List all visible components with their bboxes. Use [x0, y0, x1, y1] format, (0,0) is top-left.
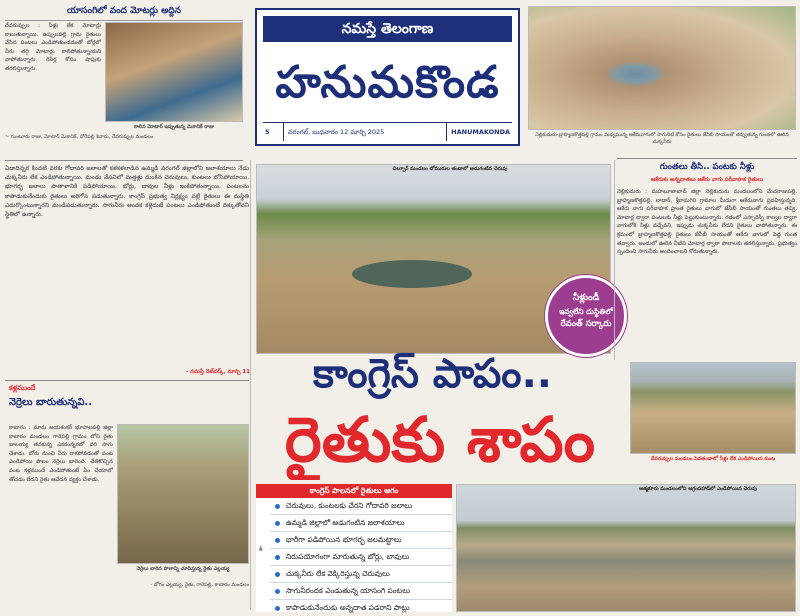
- right-story: [617, 158, 797, 358]
- highlight-item: కాపాడుకునేందుకు అన్నదాత పడరాని పాట్లు: [270, 600, 452, 616]
- column-divider: [250, 160, 251, 610]
- right-story-subhead: ఆకేరుకు అన్నదాతలు ఆకేరు వాగు పరీవాహక రైతులు: [650, 177, 764, 183]
- bottom-left-body: కాటారం : మారు జయశంకర్ భూపాలపల్లి జిల్లా కాటారం మండలం గారెపల్లి గ్రామం లోని రైతు బాలయ్య తనకున్న ఎకరంన్నరలో వరి సాగు చేశాడు. బోరు నుంచి నీరు రాకపోవడంతో పంట ఎండిపోయి పొలం నెర్రెలు బారింది. చేతికొచ్చిన పంట కళ్లముందే ఎండిపోతుంటే ఏం చేయాలో తోచడం లేదని రైతు ఆవేదన వ్యక్తం చేశాడు.: [9, 425, 113, 483]
- bottom-left-byline: - బోగం ఎల్లయ్య, రైతు, గారెపల్లి, కాటారం మండలం: [150, 582, 249, 588]
- masthead-info-bar: [263, 122, 512, 140]
- highlights-box: [256, 484, 452, 612]
- farmer-photo-caption: నెర్రెలు బారిన పొలాన్ని చూపిస్తున్న రైతు ఎల్లయ్య: [136, 566, 230, 572]
- edition-name: హనుమకొండ: [275, 57, 500, 108]
- left-top-caption2: ~ గుంటూరు రాజు, మోటార్ మెకానిక్, దోరేపల్లి శివారు, దేవరుప్పుల మండలం: [5, 134, 154, 140]
- bottom-left-kicker: కళ్లముందే: [9, 384, 36, 392]
- bottom-left-headline: నెర్రెలు బారుతున్నవి..: [9, 397, 93, 408]
- right-story-body: నెల్లికుదురు : మహబూబాబాద్ జిల్లా నెల్లికుదురు మండలంలోని మేచరాజుపల్లి, బ్రాహ్మణకొత్తపల్లి, లాడార్, శ్రీరామగిరి గ్రామాల మీదుగా ఆకేరువాగు ప్రవహిస్తున్నది. ఆకేరు వాగు పరీవాహక ప్రాంత రైతులు వాగులో జేసీబీ సాయంతో గుంతలు తవ్వి, మోటార్ల ద్వారా పంటలకు నీళ్లు పెట్టుకుంటున్నారు. గతంలో ఎస్సారెస్పీ కాల్వల ద్వారా వాగులోకి నీళ్లు వచ్చేవని, ఇప్పుడు చుక్కనీరు లేదని రైతులు వాపోతున్నారు. ఈ క్రమంలో బ్రాహ్మణకొత్తపల్లి రైతులు జేసీబీ సాయంతో ఆకేరు వాగులో పెద్ద గుంత తవ్వారు. అందులో ఊరిన నీటిని మోటార్ల ద్వారా పొలాలకు తరలిస్తున్నారు. ప్రభుత్వం స్పందించి సాగునీరు అందించాలని కోరుతున్నారు.: [617, 189, 797, 256]
- page-number: 5: [265, 128, 270, 136]
- mechanic-photo: [105, 22, 243, 122]
- cattle-tank-caption: ఆత్మకూరు మండలంలోని అగ్రంపహాడ్‌లో ఎండిపోయిన చెరువు: [639, 486, 757, 492]
- quote-mark-icon: ❛: [258, 542, 264, 561]
- column-divider: [614, 160, 615, 360]
- paper-name: నమస్తే తెలంగాణ: [263, 16, 512, 42]
- highlight-item: సాగునీరందక ఎండుతున్న యాసంగి పంటలు: [270, 583, 452, 600]
- left-top-headline: యాసంగిలో వంద మోటర్లు అద్దిన: [5, 6, 243, 21]
- bottom-left-story: [5, 384, 249, 610]
- left-top-divider: [5, 160, 243, 161]
- farmer-photo: [117, 424, 249, 564]
- dug-pit-caption: నెల్లికుదురు-బ్రాహ్మణకొత్తపల్లి గ్రామం మధ్యమున్న ఆకేరువాగులో సాగునీటి కోసం రైతులు జేసీబీ సాయంతో తవ్వుతున్న గుంతలో ఊరిన చుక్కనీరు: [535, 132, 789, 145]
- main-story-byline: - నమస్తే నెట్‌వర్క్, మార్చి 11: [185, 369, 250, 375]
- left-top-body: దేవరుప్పుల : నీళ్లు లేక మోటార్లు కాలుతున్నాయి. ఉప్పులపల్లి గ్రామ రైతులు వేసిన పంటలు ఎండిపోతుండడంతో బోర్లలో నీరు తగ్గి మోటార్లు కాలిపోతున్నాయని వాపోతున్నారు. రిపేర్ల కోసం షాపుకు తరలిస్తున్నారు.: [5, 23, 101, 72]
- masthead-box: [255, 8, 520, 146]
- dateline: వరంగల్, బుధవారం 12 మార్చి 2025: [283, 123, 384, 141]
- highlights-list: [256, 498, 452, 616]
- edition-en: HANUMAKONDA: [446, 123, 510, 141]
- cattle-tank-photo: [456, 484, 796, 612]
- highlight-item: నిరుపయోగంగా మారుతున్న బోర్లు, బావులు: [270, 549, 452, 566]
- bottom-left-divider: [5, 380, 249, 381]
- dug-pit-photo: [528, 6, 796, 130]
- mechanic-photo-caption: కాలిన మోటార్ ఇప్పుతున్న మెకానిక్ రాజు: [134, 124, 214, 130]
- headline-congress-sin: కాంగ్రెస్ పాపం..: [313, 351, 552, 397]
- highlights-title: కాంగ్రెస్ పాలనలో రైతులు ఆగం: [256, 484, 452, 498]
- highlight-item: భారీగా పడిపోయిన భూగర్భ జలమట్టాలు: [270, 532, 452, 549]
- highlight-item: చెరువులు, కుంటలకు చేరని గోదావరి జలాలు: [270, 498, 452, 515]
- badge-line3: రేవంత్ సర్కారు: [560, 319, 612, 329]
- dry-pond-photo: [630, 362, 796, 454]
- pond-shape: [352, 260, 472, 288]
- main-story-lead: ఏడాదిన్నర కిందటి వరకు గోదావరి జలాలతో కళకళలాడిన ఉమ్మడి వరంగల్ జిల్లాలోని జలాశయాలు నేడు చుక్కనీరు లేక ఎండిపోతున్నాయి. మండు వేసవిలో మత్తళ్లు దుంకిన చెరువులు, కుంటలు బోసిపోయాయి. భూగర్భ జలాలు పాతాళానికి పడిపోయాయి. బోర్లు, బావుల నీళ్లు ఇంకిపోతున్నాయి. పంటలను కాపాడుకునేందుకు రైతులు అరిగోస పడుతున్నారు. కాంగ్రెస్ ప్రభుత్వ నిర్లక్ష్యం వల్లే రైతులు ఈ దుస్థితి ఎదుర్కొంటున్నారని మండిపడుతున్నారు. సాగునీరు అందక కళ్లెదుటే పంటలు ఎండిపోతుంటే దిక్కుతోచని స్థితిలో ఉన్నారు.: [5, 165, 249, 219]
- highlight-item: ఉమ్మడి జిల్లాలో అడుగంటిన జలాశయాలు: [270, 515, 452, 532]
- dry-pond-caption: దేవరుప్పుల మండలం పెదతండాలో నీళ్లు లేక ఎండిపోయిన కుంట: [650, 456, 776, 462]
- dry-tank-caption: చిల్పూర్ మండలం బోమురుల తండాలో అడుగంటిన చెరువు: [392, 166, 508, 172]
- headline-farmer-curse: రైతుకు శాపం: [284, 403, 596, 476]
- left-top-story: [5, 6, 243, 156]
- right-story-headline: గుంతలు తీసి.. పంటకు నీళ్లు: [617, 158, 797, 174]
- highlight-item: చుక్కనీరు లేక వెక్కిరిస్తున్న చెరువులు: [270, 566, 452, 583]
- badge-line1: నీళ్లుండీ: [572, 293, 600, 303]
- badge-line2: ఇవ్వలేని దుస్థితిలో: [559, 307, 613, 316]
